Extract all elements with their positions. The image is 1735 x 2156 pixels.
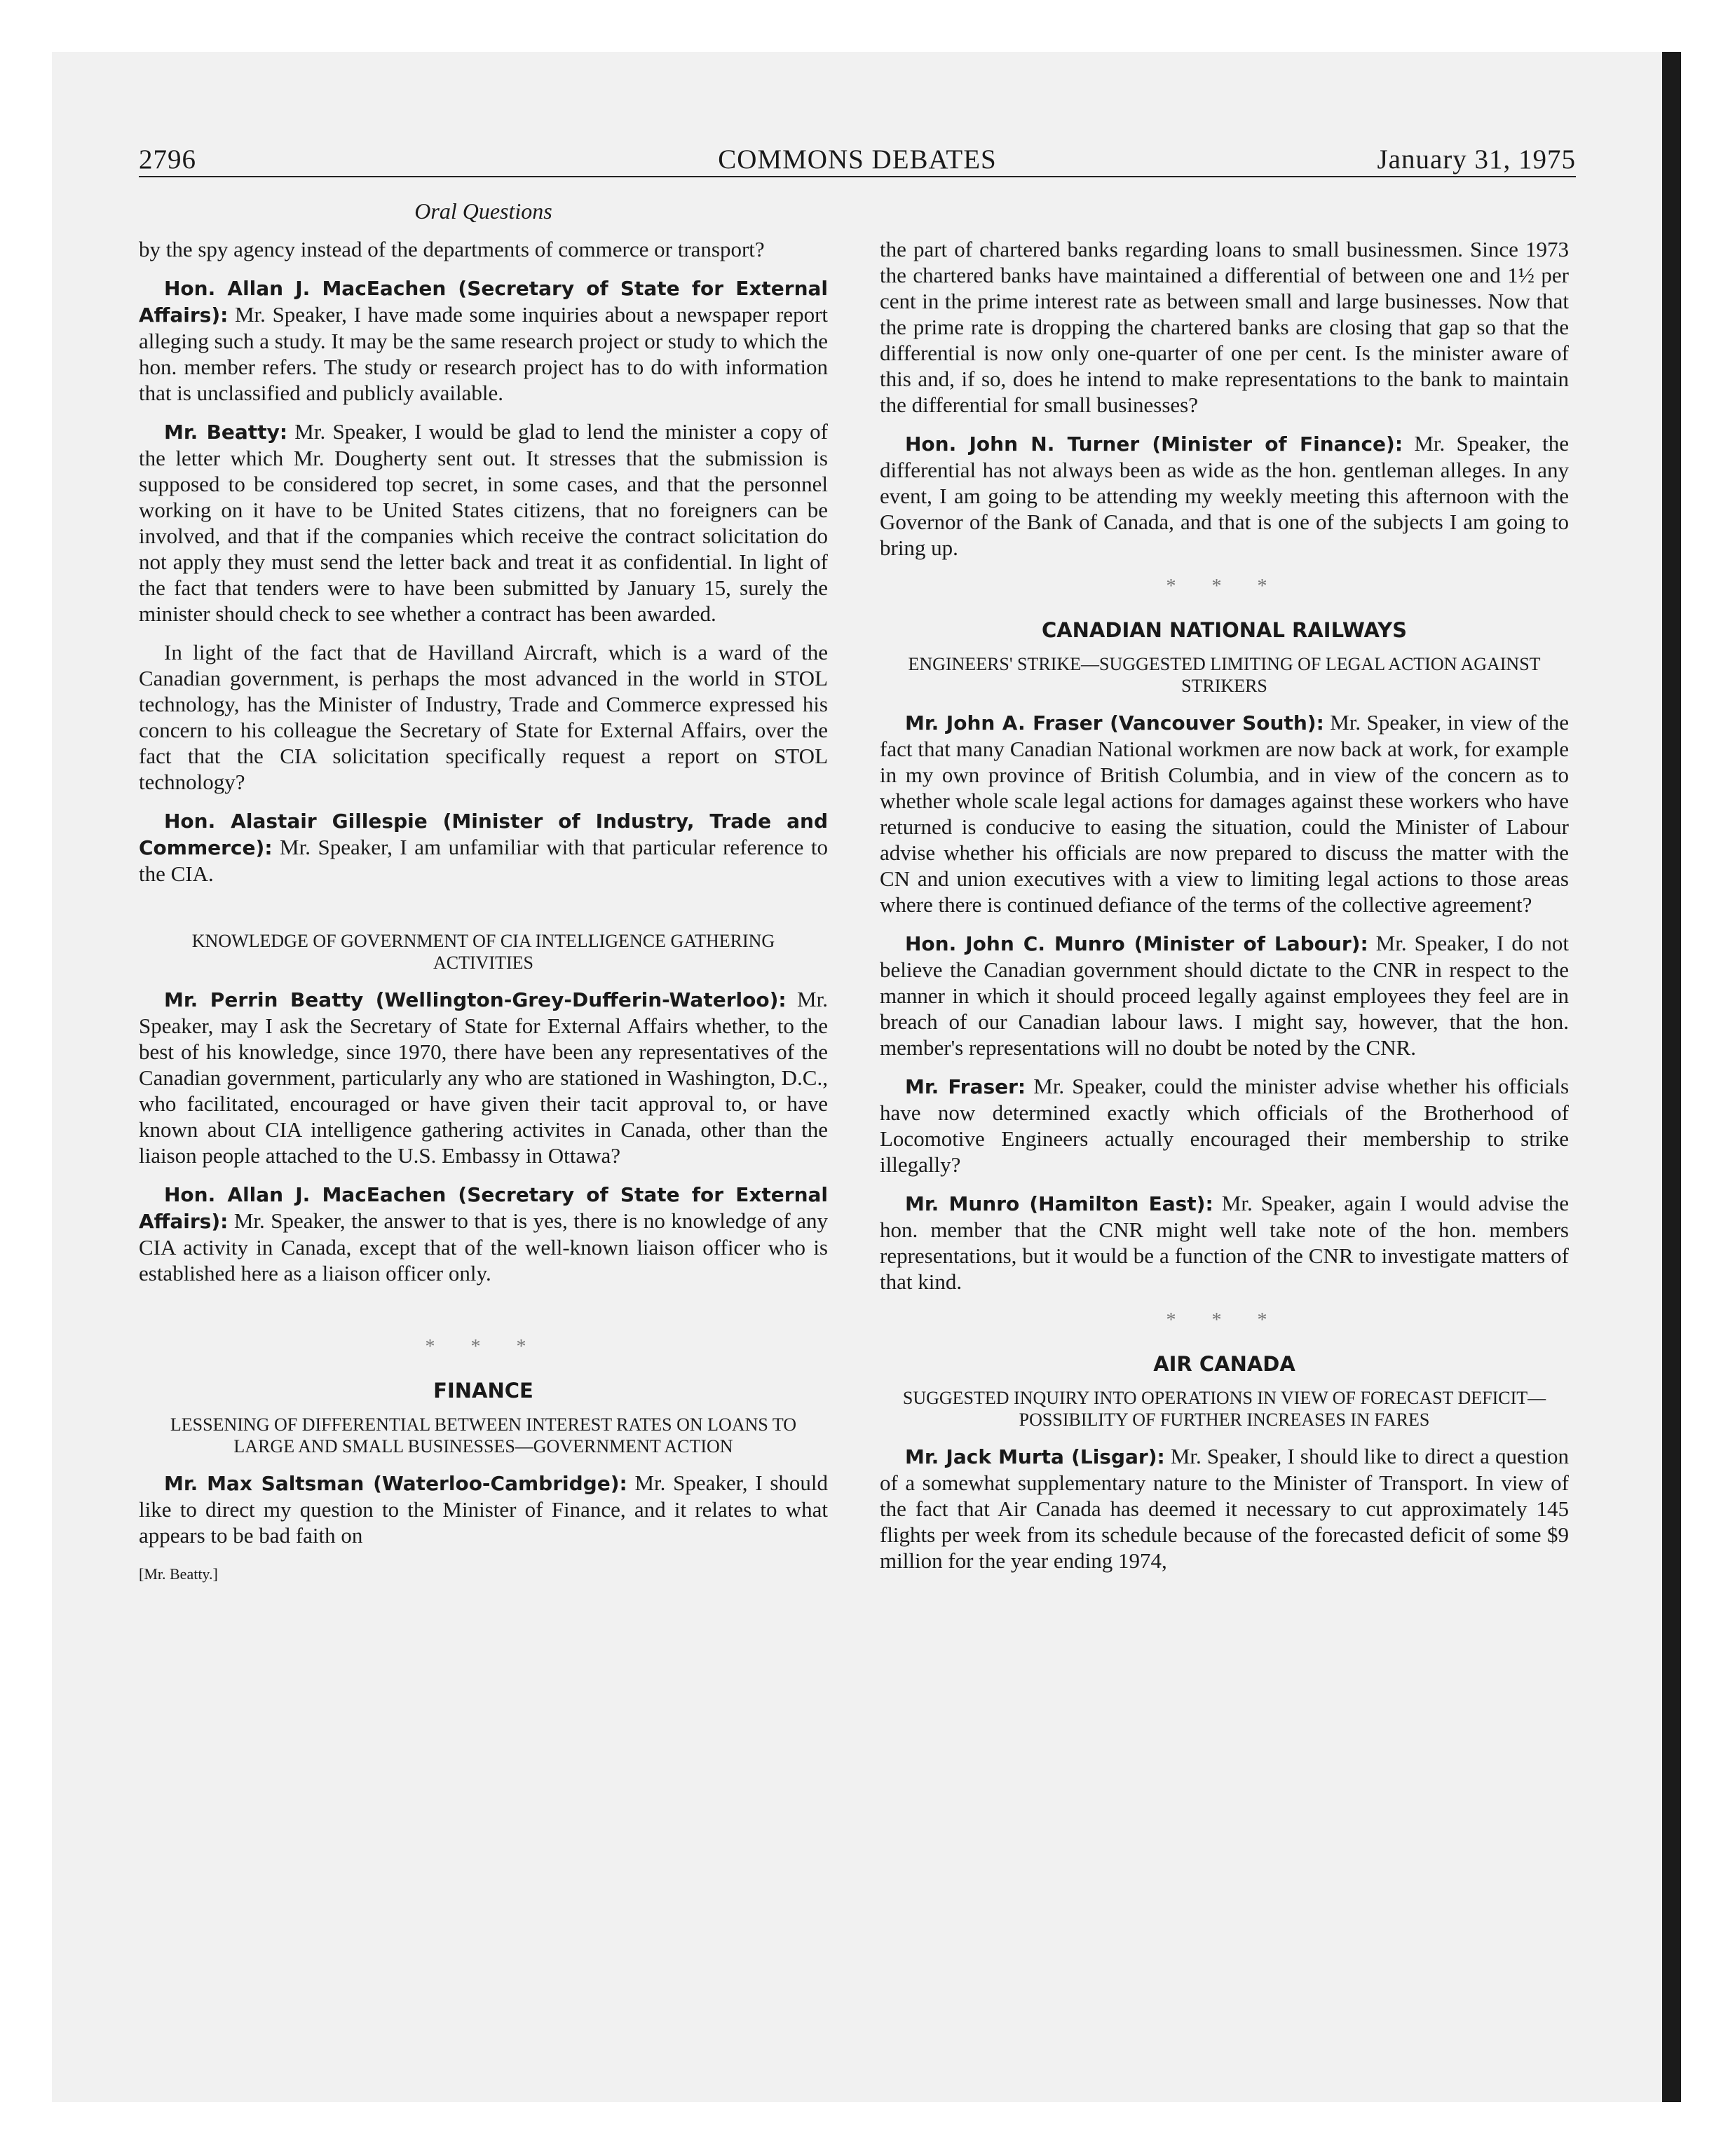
spacer (139, 1299, 828, 1330)
speech (880, 1073, 1569, 1178)
speech-text: Mr. Speaker, could the minister advise whether his officials have now determined exactly which officials of the Brotherhood of Locomotive Engineers actually encouraged their membership to strike illegally? (880, 1074, 1570, 1177)
speech (139, 1470, 828, 1548)
speech-text: Mr. Speaker, the differential has not always been as wide as the hon. gentleman alleges. In any event, I am going to be attending my weekly meeting this afternoon with the Governor of the Bank of Canada, and that is one of the subjects I am going to bring up. (880, 431, 1569, 560)
speech-text: Mr. Speaker, in view of the fact that many Canadian National workmen are now back at work, for example in my own province of British Columbia, and in view of the concern as to whether whole scale legal actions for damages against these workers who have returned is conducive to easing the situation, could the Minister of Labour advise whether his officials are now prepared to discuss the matter with the CN and union executives with a view to limiting legal actions to those areas where there is continued defiance of the terms of the collective agreement? (880, 710, 1569, 917)
speech (880, 930, 1569, 1060)
speaker-name: Mr. Munro (Hamilton East): (905, 1192, 1213, 1215)
speech-text: Mr. Speaker, I do not believe the Canadian government should dictate to the CNR in respect to the manner in which it should proceed legally against employees they feel are in breach of our Canadian labour laws. I might say, however, that the hon. member's representations will no doubt be noted by the CNR. (880, 931, 1569, 1060)
speech (880, 430, 1569, 561)
section-divider: * * * (1166, 1309, 1283, 1331)
speech (139, 807, 828, 887)
speech-text: Mr. Speaker, again I would advise the hon. member that the CNR might well take note of the hon. members representations, but it would be a function of the CNR to investigate matters of that kind. (880, 1191, 1569, 1294)
page-number: 2796 (139, 144, 196, 175)
subheading: LESSENING OF DIFFERENTIAL BETWEEN INTEREST RATES ON LOANS TO LARGE AND SMALL BUSINESSES—GOVERNMENT ACTION (170, 1414, 797, 1456)
paragraph (139, 236, 828, 262)
page-date: January 31, 1975 (1377, 144, 1576, 175)
speaker-name: Hon. John N. Turner (Minister of Finance): (905, 432, 1403, 456)
section-heading: CANADIAN NATIONAL RAILWAYS (1041, 618, 1408, 642)
speech (139, 418, 828, 627)
speech-text: Mr. Speaker, I am unfamiliar with that particular reference to the CIA. (139, 835, 828, 886)
paragraph-text: the part of chartered banks regarding loans to small businessmen. Since 1973 the chartered banks have maintained a differential of between one and 1½ per cent in the prime interest rate as between small and large businesses. Now that the prime rate is dropping the chartered banks are closing that gap so that the differential is now only one-quarter of one per cent. Is the minister aware of this and, if so, does he intend to make representations to the bank to maintain the differential for small businesses? (880, 237, 1569, 417)
left-column (139, 236, 828, 1587)
speech-text: Mr. Speaker, I would be glad to lend the minister a copy of the letter which Mr. Dougherty sent out. It stresses that the submission is supposed to be considered top secret, in some cases, and that the personnel working on it have to be United States citizens, that no foreigners can be involved, and that if the companies which receive the contract solicitation do not apply they must send the letter back and treat it as confidential. In light of the fact that tenders were to have been submitted by January 15, surely the minister should check to see whether a contract has been awarded. (139, 419, 828, 626)
speech-text: Mr. Speaker, I should like to direct my question to the Minister of Finance, and it relates to what appears to be bad faith on (139, 1471, 828, 1548)
subheading: SUGGESTED INQUIRY INTO OPERATIONS IN VIEW OF FORECAST DEFICIT—POSSIBILITY OF FURTHER INCREASES IN FARES (902, 1388, 1546, 1430)
subheading: KNOWLEDGE OF GOVERNMENT OF CIA INTELLIGENCE GATHERING ACTIVITIES (191, 931, 775, 973)
section-heading: FINANCE (433, 1379, 533, 1403)
speaker-name: Mr. Max Saltsman (Waterloo-Cambridge): (164, 1472, 627, 1495)
section-heading: AIR CANADA (1153, 1352, 1295, 1376)
speaker-name: Hon. John C. Munro (Minister of Labour): (905, 932, 1368, 955)
publication-title: COMMONS DEBATES (718, 144, 997, 175)
speaker-name: Mr. Perrin Beatty (Wellington-Grey-Dufferin-Waterloo): (164, 988, 787, 1011)
speaker-name: Hon. Allan J. MacEachen (Secretary of State for External Affairs): (139, 1183, 828, 1233)
section-divider: * * * (1166, 575, 1283, 597)
footer-note: [Mr. Beatty.] (139, 1565, 218, 1583)
paragraph (139, 639, 828, 795)
speech (880, 1190, 1569, 1295)
speech-text: Mr. Speaker, may I ask the Secretary of State for External Affairs whether, to the best of his knowledge, since 1970, there have been any representatives of the Canadian government, particularly any who are stationed in Washington, D.C., who facilitated, encouraged or have given their tacit approval to, or have known about CIA intelligence gathering activites in Canada, other than the liaison people attached to the U.S. Embassy in Ottawa? (139, 987, 828, 1168)
speaker-name: Mr. Fraser: (905, 1075, 1026, 1098)
spacer (139, 899, 828, 930)
paragraph-text: by the spy agency instead of the departments of commerce or transport? (139, 237, 765, 261)
speaker-name: Hon. Allan J. MacEachen (Secretary of State for External Affairs): (139, 277, 828, 327)
subheading: ENGINEERS' STRIKE—SUGGESTED LIMITING OF LEGAL ACTION AGAINST STRIKERS (908, 654, 1541, 696)
speech (139, 275, 828, 406)
speech (139, 986, 828, 1168)
speaker-name: Mr. Jack Murta (Lisgar): (905, 1445, 1165, 1468)
speaker-name: Hon. Alastair Gillespie (Minister of Industry, Trade and Commerce): (139, 810, 828, 859)
page-header (139, 144, 1576, 177)
speaker-name: Mr. Beatty: (164, 421, 288, 444)
section-label: Oral Questions (414, 198, 552, 224)
speaker-name: Mr. John A. Fraser (Vancouver South): (905, 711, 1324, 735)
paragraph (880, 236, 1569, 418)
speech-text: Mr. Speaker, I should like to direct a question of a somewhat supplementary nature to the Minister of Transport. In view of the fact that Air Canada has deemed it necessary to cut approximately 145 flights per week from its schedule because of the forecasted deficit of some $9 million for the year ending 1974, (880, 1444, 1569, 1573)
speech-text: Mr. Speaker, the answer to that is yes, there is no knowledge of any CIA activity in Canada, except that of the well-known liaison officer who is established here as a liaison officer only. (139, 1208, 828, 1285)
speech (139, 1181, 828, 1286)
section-divider: * * * (425, 1336, 542, 1358)
right-column (880, 236, 1569, 1586)
speech-text: Mr. Speaker, I have made some inquiries about a newspaper report alleging such a study. It may be the same research project or study to which the hon. member refers. The study or research project has to do with information that is unclassified and publicly available. (139, 302, 828, 405)
paragraph-text: In light of the fact that de Havilland Aircraft, which is a ward of the Canadian government, is perhaps the most advanced in the world in STOL technology, has the Minister of Industry, Trade and Commerce expressed his concern to his colleague the Secretary of State for External Affairs, over the fact that the CIA solicitation specifically request a report on STOL technology? (139, 640, 828, 794)
speech (880, 709, 1569, 917)
speech (880, 1443, 1569, 1574)
scan-edge-bar (1662, 52, 1681, 2102)
